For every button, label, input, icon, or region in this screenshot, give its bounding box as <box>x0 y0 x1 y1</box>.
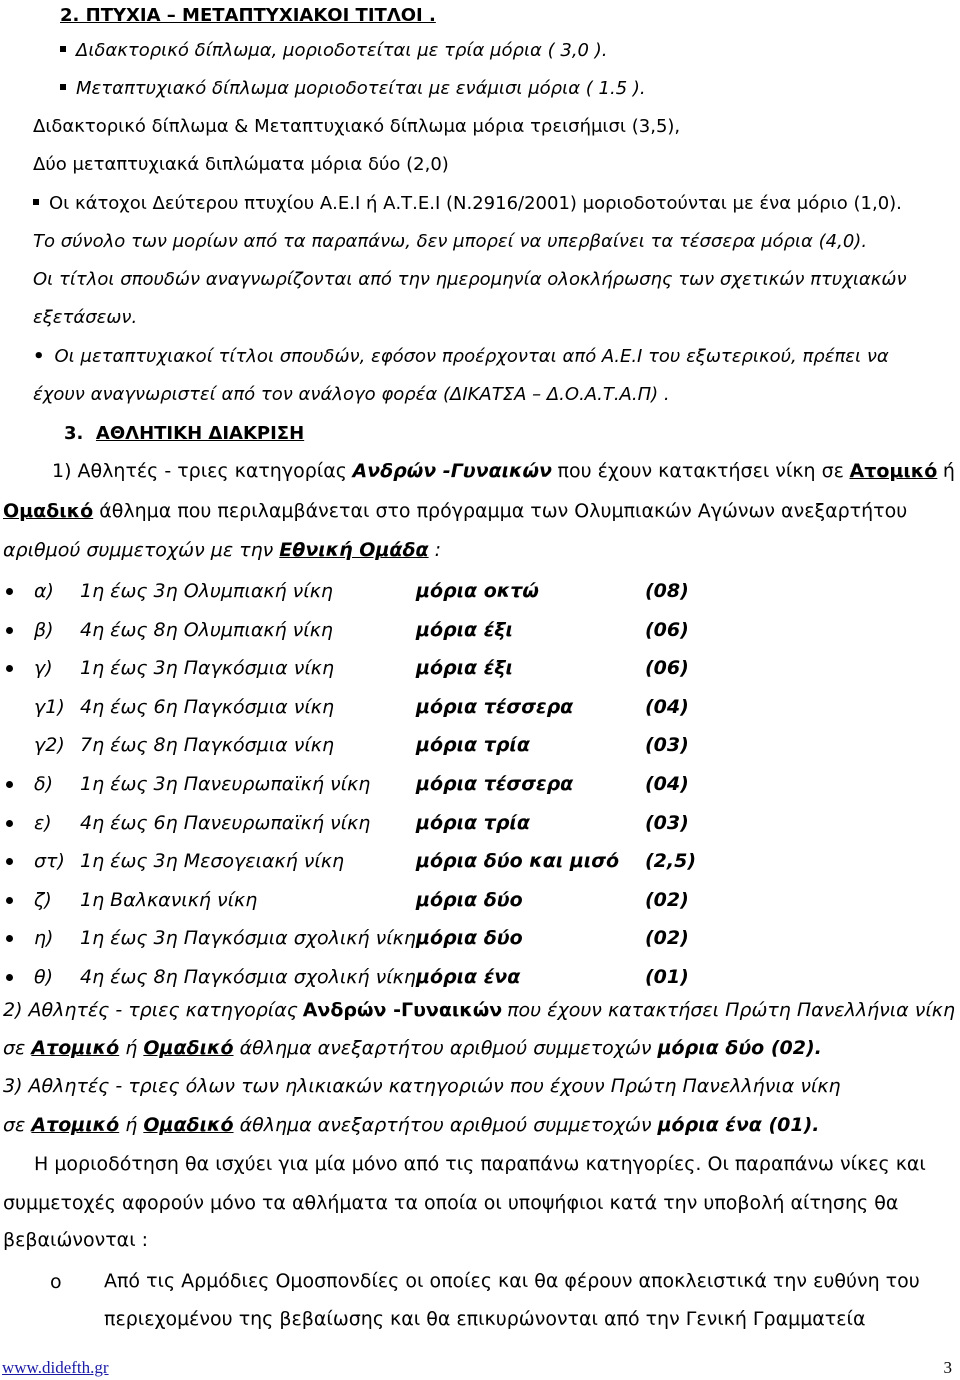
row-description: 1η έως 3η Μεσογειακή νίκη <box>80 850 345 872</box>
paragraph: εξετάσεων. <box>33 307 138 328</box>
row-description: 4η έως 6η Παγκόσμια νίκη <box>80 696 334 718</box>
row-description: 4η έως 8η Παγκόσμια σχολική νίκη <box>80 966 416 988</box>
row-value: (02) <box>645 889 689 911</box>
paragraph: σε Ατομικό ή Ομαδικό άθλημα ανεξαρτήτου αριθμού συμμετοχών μόρια ένα (01). <box>3 1114 820 1136</box>
paragraph: αριθμού συμμετοχών με την Εθνική Ομάδα : <box>3 539 442 561</box>
row-label: ζ) <box>34 889 52 911</box>
paragraph: Το σύνολο των μορίων από τα παραπάνω, δεν μπορεί να υπερβαίνει τα τέσσερα μόρια (4,0). <box>33 231 868 252</box>
row-value: (03) <box>645 812 689 834</box>
paragraph: συμμετοχές αφορούν μόνο τα αθλήματα τα οποία οι υποψήφιοι κατά την υποβολή αίτησης θα <box>3 1192 899 1214</box>
row-label: δ) <box>34 773 54 795</box>
row-description: 1η έως 3η Πανευρωπαϊκή νίκη <box>80 773 371 795</box>
row-label: ε) <box>34 812 52 834</box>
row-value: (06) <box>645 657 689 679</box>
paragraph: έχουν αναγνωριστεί από τον ανάλογο φορέα (ΔΙΚΑΤΣΑ – Δ.Ο.Α.Τ.Α.Π) . <box>33 384 670 405</box>
row-points: μόρια τέσσερα <box>416 696 574 718</box>
row-label: γ) <box>34 657 53 679</box>
row-value: (2,5) <box>645 850 697 872</box>
list-item: • Οι μεταπτυχιακοί τίτλοι σπουδών, εφόσον προέρχονται από Α.Ε.Ι του εξωτερικού, πρέπει να <box>33 346 889 367</box>
row-description: 4η έως 8η Ολυμπιακή νίκη <box>80 619 333 641</box>
row-value: (06) <box>645 619 689 641</box>
paragraph: 2) Αθλητές - τριες κατηγορίας Ανδρών -Γυναικών που έχουν κατακτήσει Πρώτη Πανελλήνια νίκη <box>3 999 955 1021</box>
row-value: (04) <box>645 696 689 718</box>
paragraph: 1) Αθλητές - τριες κατηγορίας Ανδρών -Γυναικών που έχουν κατακτήσει νίκη σε Ατομικό ή <box>52 460 955 482</box>
bullet-icon <box>6 974 13 981</box>
list-item: Από τις Αρμόδιες Ομοσπονδίες οι οποίες και θα φέρουν αποκλειστικά την ευθύνη του <box>104 1270 920 1292</box>
row-points: μόρια οκτώ <box>416 580 539 602</box>
row-value: (01) <box>645 966 689 988</box>
bullet-icon: • <box>33 346 45 367</box>
row-label: γ1) <box>34 696 65 718</box>
row-points: μόρια δύο <box>416 927 523 949</box>
row-value: (02) <box>645 927 689 949</box>
paragraph: βεβαιώνονται : <box>3 1229 149 1251</box>
row-points: μόρια ένα <box>416 966 521 988</box>
paragraph: Διδακτορικό δίπλωμα & Μεταπτυχιακό δίπλωμα μόρια τρεισήμισι (3,5), <box>33 116 681 137</box>
row-label: θ) <box>34 966 54 988</box>
bullet-icon <box>6 820 13 827</box>
square-bullet-icon <box>60 46 66 52</box>
section3-heading: 3. ΑΘΛΗΤΙΚΗ ΔΙΑΚΡΙΣΗ <box>64 423 305 444</box>
bullet-icon <box>6 897 13 904</box>
row-points: μόρια δύο και μισό <box>416 850 620 872</box>
row-value: (03) <box>645 734 689 756</box>
circle-bullet-icon: o <box>50 1271 62 1293</box>
row-description: 1η Βαλκανική νίκη <box>80 889 258 911</box>
row-description: 1η έως 3η Παγκόσμια σχολική νίκη <box>80 927 416 949</box>
bullet-icon <box>6 858 13 865</box>
row-label: γ2) <box>34 734 65 756</box>
paragraph: Δύο μεταπτυχιακά διπλώματα μόρια δύο (2,0) <box>33 154 449 175</box>
row-points: μόρια έξι <box>416 619 513 641</box>
row-points: μόρια έξι <box>416 657 513 679</box>
row-points: μόρια τρία <box>416 812 530 834</box>
bullet-icon <box>6 665 13 672</box>
row-points: μόρια δύο <box>416 889 523 911</box>
row-label: η) <box>34 927 54 949</box>
row-description: 7η έως 8η Παγκόσμια νίκη <box>80 734 334 756</box>
list-item: Οι κάτοχοι Δεύτερου πτυχίου Α.Ε.Ι ή Α.Τ.Ε.Ι (Ν.2916/2001) μοριοδοτούνται με ένα μόριο (1,0). <box>33 192 902 216</box>
page-number: 3 <box>943 1358 952 1377</box>
paragraph: Η μοριοδότηση θα ισχύει για μία μόνο από τις παραπάνω κατηγορίες. Οι παραπάνω νίκες και <box>34 1153 926 1175</box>
list-item: Μεταπτυχιακό δίπλωμα μοριοδοτείται με ενάμισι μόρια ( 1.5 ). <box>60 77 646 101</box>
row-points: μόρια τέσσερα <box>416 773 574 795</box>
row-value: (08) <box>645 580 689 602</box>
row-points: μόρια τρία <box>416 734 530 756</box>
row-label: στ) <box>34 850 65 872</box>
bullet-icon <box>6 781 13 788</box>
square-bullet-icon <box>60 84 66 90</box>
paragraph: Οι τίτλοι σπουδών αναγνωρίζονται από την ημερομηνία ολοκλήρωσης των σχετικών πτυχιακών <box>33 269 907 290</box>
row-description: 1η έως 3η Ολυμπιακή νίκη <box>80 580 333 602</box>
row-description: 1η έως 3η Παγκόσμια νίκη <box>80 657 334 679</box>
row-label: β) <box>34 619 54 641</box>
bullet-icon <box>6 588 13 595</box>
paragraph: Ομαδικό άθλημα που περιλαμβάνεται στο πρόγραμμα των Ολυμπιακών Αγώνων ανεξαρτήτου <box>3 500 908 522</box>
row-value: (04) <box>645 773 689 795</box>
paragraph: 3) Αθλητές - τριες όλων των ηλικιακών κατηγοριών που έχουν Πρώτη Πανελλήνια νίκη <box>3 1075 841 1097</box>
square-bullet-icon <box>33 199 39 205</box>
bullet-icon <box>6 627 13 634</box>
paragraph: περιεχομένου της βεβαίωσης και θα επικυρώνονται από την Γενική Γραμματεία <box>104 1308 866 1330</box>
bullet-icon <box>6 935 13 942</box>
section2-heading: 2. ΠΤΥΧΙΑ – ΜΕΤΑΠΤΥΧΙΑΚΟΙ ΤΙΤΛΟΙ . <box>60 5 436 26</box>
footer-link[interactable]: www.didefth.gr <box>2 1358 109 1377</box>
row-description: 4η έως 6η Πανευρωπαϊκή νίκη <box>80 812 371 834</box>
row-label: α) <box>34 580 54 602</box>
paragraph: σε Ατομικό ή Ομαδικό άθλημα ανεξαρτήτου αριθμού συμμετοχών μόρια δύο (02). <box>3 1037 822 1059</box>
list-item: Διδακτορικό δίπλωμα, μοριοδοτείται με τρία μόρια ( 3,0 ). <box>60 39 607 63</box>
